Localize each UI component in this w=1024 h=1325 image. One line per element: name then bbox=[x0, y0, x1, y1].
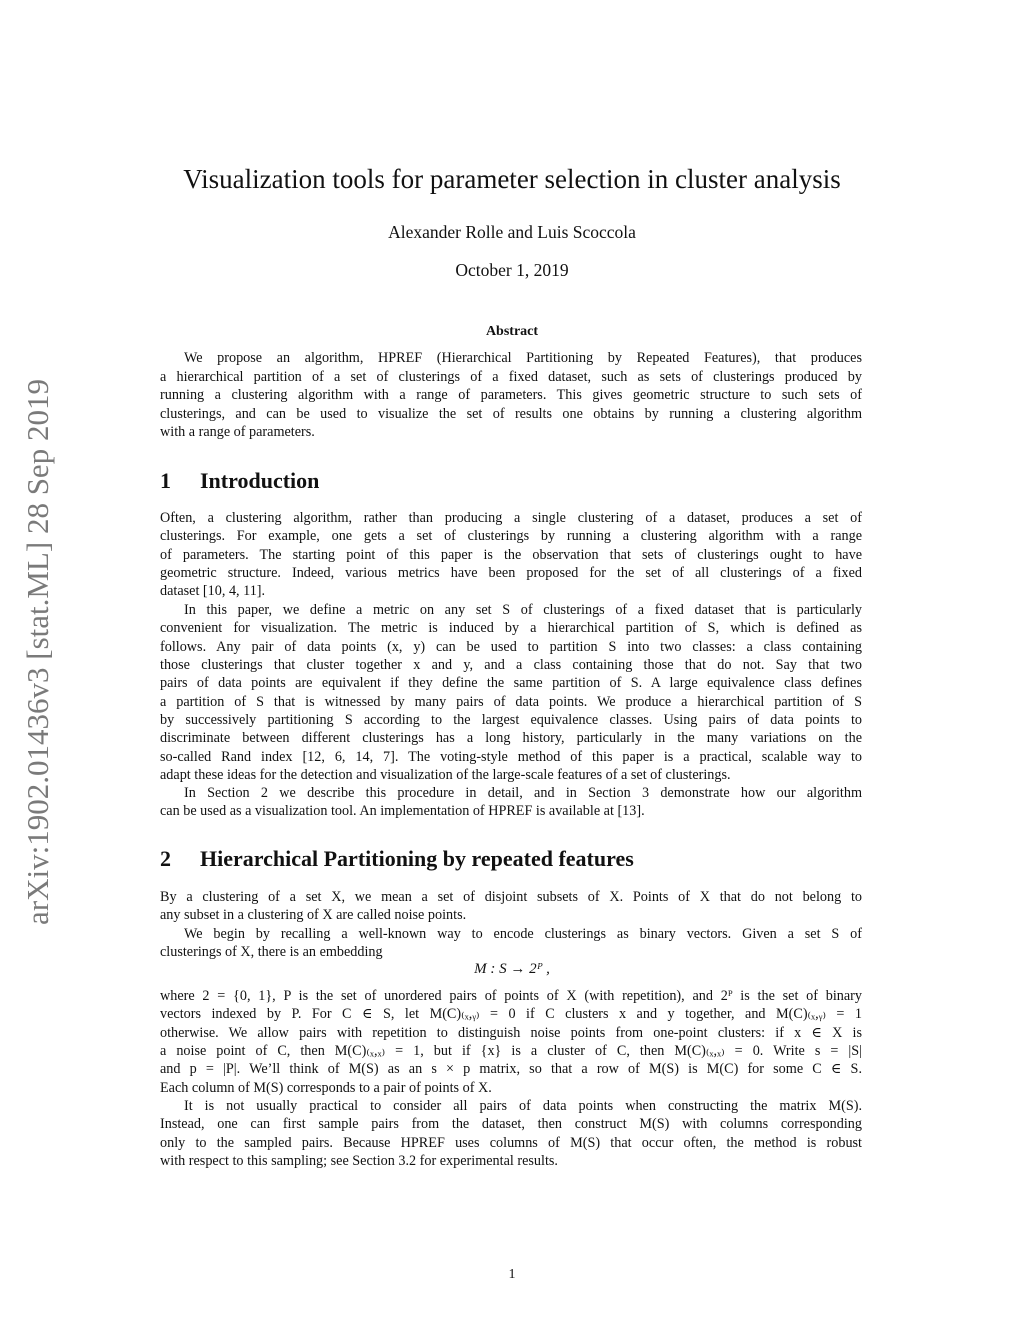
text-line: It is not usually practical to consider all pairs of data points when constructing the matrix M(S). bbox=[184, 1098, 862, 1114]
section-heading-introduction bbox=[160, 468, 319, 494]
text-line: pairs of data points are equivalent if they define the same partition of S. A large equivalence class defines bbox=[160, 675, 862, 692]
text-line: clusterings, and can be used to visualize the set of results one obtains by running a clustering algorithm bbox=[160, 405, 862, 422]
text-line: so-called Rand index [12, 6, 14, 7]. The voting-style method of this paper is a practical, scalable way to bbox=[160, 748, 862, 765]
text-line: Instead, one can first sample pairs from the dataset, then construct M(S) with columns corresponding bbox=[160, 1116, 862, 1133]
text-line: We begin by recalling a well-known way to encode clusterings as binary vectors. Given a set S of bbox=[184, 926, 862, 942]
text-line: Each column of M(S) corresponds to a pair of points of X. bbox=[160, 1079, 492, 1096]
text-line: We propose an algorithm, HPREF (Hierarchical Partitioning by Repeated Features), that produces bbox=[184, 350, 862, 366]
text-line: can be used as a visualization tool. An implementation of HPREF is available at [13]. bbox=[160, 803, 645, 820]
text-line: convenient for visualization. The metric is induced by a hierarchical partition of S, which is defined as bbox=[160, 620, 862, 637]
text-line: follows. Any pair of data points (x, y) can be used to partition S into two classes: a class containing bbox=[160, 638, 862, 655]
text-line: dataset [10, 4, 11]. bbox=[160, 583, 266, 600]
text-line: adapt these ideas for the detection and visualization of the large-scale features of a set of clusterings. bbox=[160, 767, 731, 784]
text-line: clusterings of X, there is an embedding bbox=[160, 944, 383, 961]
abstract-heading: Abstract bbox=[485, 324, 539, 339]
section-title: Introduction bbox=[200, 468, 320, 493]
text-line: and p = |P|. We’ll think of M(S) as an s × p matrix, so that a row of M(S) is M(C) for some C ∈ S. bbox=[160, 1061, 862, 1078]
text-line: discriminate between different clusterings has a long history, particularly in the many variations on the bbox=[160, 730, 862, 747]
text-line: otherwise. We allow pairs with repetition to distinguish noise points from one-point clusters: if x ∈ X is bbox=[160, 1024, 862, 1041]
text-line: running a clustering algorithm with a range of parameters. This gives geometric structure to such sets of bbox=[160, 387, 862, 403]
section-heading-hpref bbox=[160, 846, 634, 872]
text-line: a partition of S that is witnessed by many pairs of data points. We produce a hierarchical partition of S bbox=[160, 693, 862, 710]
text-line: with respect to this sampling; see Section 3.2 for experimental results. bbox=[160, 1153, 558, 1170]
text-line: geometric structure. Indeed, various metrics have been proposed for the set of all clusterings of a fixed bbox=[160, 565, 862, 582]
text-line: with a range of parameters. bbox=[160, 424, 315, 440]
authors: Alexander Rolle and Luis Scoccola bbox=[388, 222, 636, 242]
text-line: a noise point of C, then M(C)₍ₓ,ₓ₎ = 1, but if {x} is a cluster of C, then M(C)₍ₓ,ₓ₎ = 0. Write s = |S| bbox=[160, 1043, 862, 1060]
text-line: In Section 2 we describe this procedure in detail, and in Section 3 demonstrate how our algorithm bbox=[184, 785, 862, 801]
section-number: 2 bbox=[160, 846, 171, 871]
text-line: Often, a clustering algorithm, rather than producing a single clustering of a dataset, produces a set of bbox=[160, 510, 862, 526]
text-line: vectors indexed by P. For C ∈ S, let M(C)₍ₓ,ᵧ₎ = 0 if C clusters x and y together, and M(C)₍ₓ,ᵧ₎ = 1 bbox=[160, 1006, 862, 1023]
text-line: where 2 = {0, 1}, P is the set of unordered pairs of points of X (with repetition), and 2ᴾ is the set of binary bbox=[160, 988, 862, 1004]
arxiv-stamp: arXiv:1902.01436v3 [stat.ML] 28 Sep 2019 bbox=[20, 379, 55, 925]
text-line: by successively partitioning S according to the largest equivalence classes. Using pairs of data points to bbox=[160, 712, 862, 729]
page-number: 1 bbox=[508, 1267, 516, 1282]
date: October 1, 2019 bbox=[455, 260, 569, 280]
text-line: only to the sampled pairs. Because HPREF uses columns of M(S) that occur often, the method is robust bbox=[160, 1134, 862, 1151]
section-number: 1 bbox=[160, 468, 171, 493]
text-line: a hierarchical partition of a set of clusterings of a fixed dataset, such as sets of clusterings produced by bbox=[160, 368, 862, 385]
paper-title: Visualization tools for parameter selection in cluster analysis bbox=[183, 164, 841, 194]
text-line: of parameters. The starting point of this paper is the observation that sets of clusterings ought to have bbox=[160, 546, 862, 563]
section-title: Hierarchical Partitioning by repeated features bbox=[200, 846, 634, 871]
equation: M : S → 2ᴾ , bbox=[474, 961, 550, 977]
text-line: any subset in a clustering of X are called noise points. bbox=[160, 907, 467, 924]
text-line: clusterings. For example, one gets a set of clusterings by running a clustering algorithm with a range bbox=[160, 528, 862, 545]
text-line: By a clustering of a set X, we mean a set of disjoint subsets of X. Points of X that do not belong to bbox=[160, 889, 862, 905]
text-line: those clusterings that cluster together x and y, and a class containing those that do not. Say that two bbox=[160, 657, 862, 674]
text-line: In this paper, we define a metric on any set S of clusterings of a fixed dataset that is particularly bbox=[184, 602, 862, 618]
